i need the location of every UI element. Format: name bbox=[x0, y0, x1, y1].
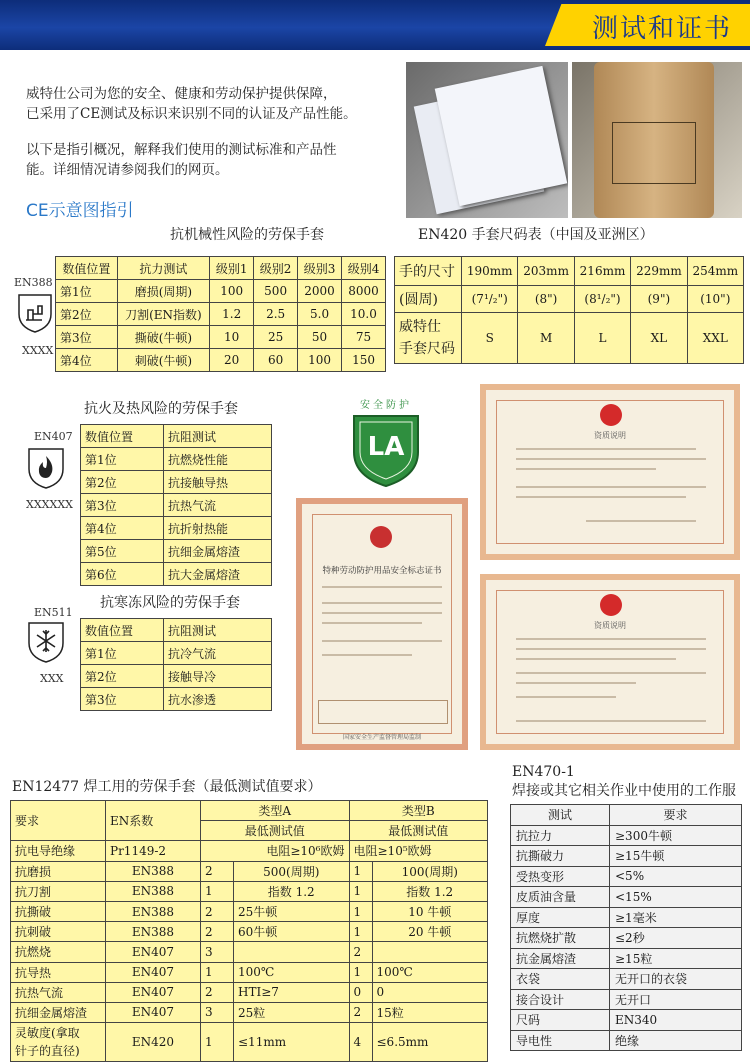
table-cell: 25牛顿 bbox=[234, 901, 350, 921]
table-cell: EN388 bbox=[106, 901, 201, 921]
header-cell: 数值位置 bbox=[56, 257, 118, 280]
table-row bbox=[511, 907, 742, 928]
en470-table bbox=[510, 804, 742, 1051]
table-cell: 1 bbox=[201, 1023, 234, 1062]
table-row bbox=[81, 665, 272, 688]
table-row bbox=[395, 286, 744, 313]
table-cell: 导电性 bbox=[511, 1030, 610, 1051]
en407-table bbox=[80, 424, 272, 586]
table-cell: 第1位 bbox=[81, 448, 164, 471]
table-cell: 4 bbox=[349, 1023, 372, 1062]
intro-paragraph-2 bbox=[26, 140, 396, 180]
table-cell: 2 bbox=[201, 901, 234, 921]
table-row bbox=[11, 982, 488, 1002]
table-cell: ≥15牛顿 bbox=[610, 846, 742, 867]
table-cell: XXL bbox=[687, 313, 743, 364]
table-cell: 100℃ bbox=[234, 962, 350, 982]
table-cell: 1 bbox=[349, 881, 372, 901]
table-row bbox=[81, 642, 272, 665]
table-cell: (9") bbox=[631, 286, 687, 313]
table-cell: 60牛顿 bbox=[234, 922, 350, 942]
table-cell: EN388 bbox=[106, 881, 201, 901]
table-row bbox=[11, 841, 488, 861]
table-cell: 抗电导绝缘 bbox=[11, 841, 106, 861]
table-row bbox=[11, 1023, 488, 1062]
en388-rating: XXXX bbox=[22, 344, 54, 357]
table-cell: 25粒 bbox=[234, 1002, 350, 1022]
en12477-table bbox=[10, 800, 488, 1062]
table-header-row bbox=[81, 619, 272, 642]
en511-table bbox=[80, 618, 272, 711]
table-cell: 2 bbox=[349, 942, 372, 962]
table-row bbox=[511, 866, 742, 887]
table-header-row bbox=[511, 805, 742, 826]
table-cell: 100℃ bbox=[372, 962, 488, 982]
table-row bbox=[81, 471, 272, 494]
hammer-shield-icon bbox=[16, 292, 54, 334]
table-row bbox=[81, 540, 272, 563]
table-cell: 抗磨损 bbox=[11, 861, 106, 881]
header-cell: 最低测试值 bbox=[201, 821, 350, 841]
table-cell: 1 bbox=[349, 901, 372, 921]
en407-rating: XXXXXX bbox=[26, 498, 73, 511]
table-cell: ≤11mm bbox=[234, 1023, 350, 1062]
table-cell: 第1位 bbox=[56, 280, 118, 303]
table-cell: 50 bbox=[298, 326, 342, 349]
table-cell: 100 bbox=[210, 280, 254, 303]
table-cell: 2.5 bbox=[254, 303, 298, 326]
table-cell: 3 bbox=[201, 1002, 234, 1022]
table-cell: EN388 bbox=[106, 861, 201, 881]
table-cell: 8000 bbox=[342, 280, 386, 303]
table-row bbox=[11, 861, 488, 881]
table-cell: 第1位 bbox=[81, 642, 164, 665]
table-cell: L bbox=[574, 313, 630, 364]
table-cell: 500(周期) bbox=[234, 861, 350, 881]
table-cell: (7¹/₂") bbox=[462, 286, 518, 313]
intro-line: 以下是指引概况，解释我们使用的测试标准和产品性 bbox=[26, 142, 337, 158]
table-cell: 抗刺破 bbox=[11, 922, 106, 942]
header-cell: 最低测试值 bbox=[349, 821, 488, 841]
table-cell: 抗燃烧 bbox=[11, 942, 106, 962]
en12477-caption: EN12477 焊工用的劳保手套（最低测试值要求） bbox=[12, 779, 322, 795]
en420-caption: EN420 手套尺码表（中国及亚洲区） bbox=[418, 227, 654, 243]
table-cell: EN407 bbox=[106, 1002, 201, 1022]
table-cell: 抗接触导热 bbox=[164, 471, 272, 494]
certificate-photo bbox=[406, 62, 568, 218]
table-cell: 0 bbox=[372, 982, 488, 1002]
table-cell: 抗大金属熔渣 bbox=[164, 563, 272, 586]
table-cell: 抗热气流 bbox=[11, 982, 106, 1002]
table-cell: 抗撕破力 bbox=[511, 846, 610, 867]
table-cell: M bbox=[518, 313, 574, 364]
header-cell: 数值位置 bbox=[81, 619, 164, 642]
table-row bbox=[11, 901, 488, 921]
table-header-row bbox=[56, 257, 386, 280]
table-row bbox=[511, 969, 742, 990]
table-cell: 第3位 bbox=[56, 326, 118, 349]
table-row bbox=[511, 846, 742, 867]
header-cell: 类型B bbox=[349, 801, 488, 821]
page-title: 测试和证书 bbox=[591, 14, 732, 44]
table-cell: 3 bbox=[201, 942, 234, 962]
table-row bbox=[395, 257, 744, 286]
header-cell: 类型A bbox=[201, 801, 350, 821]
table-cell: 抗拉力 bbox=[511, 825, 610, 846]
table-cell: 电阻≥10⁵欧姆 bbox=[349, 841, 488, 861]
en420-table bbox=[394, 256, 744, 364]
table-cell bbox=[395, 313, 462, 364]
table-cell: 抗导热 bbox=[11, 962, 106, 982]
table-cell: 衣袋 bbox=[511, 969, 610, 990]
table-cell: 抗撕破 bbox=[11, 901, 106, 921]
table-cell: 抗金属熔渣 bbox=[511, 948, 610, 969]
cell-line: 灵敏度(拿取 bbox=[15, 1026, 80, 1041]
table-cell bbox=[234, 942, 350, 962]
header-cell: 测试 bbox=[511, 805, 610, 826]
table-cell: 2000 bbox=[298, 280, 342, 303]
table-cell: 第6位 bbox=[81, 563, 164, 586]
table-cell: 75 bbox=[342, 326, 386, 349]
table-cell: EN407 bbox=[106, 962, 201, 982]
table-cell: 第2位 bbox=[56, 303, 118, 326]
table-row bbox=[56, 326, 386, 349]
table-cell: 磨损(周期) bbox=[117, 280, 210, 303]
table-cell: 203mm bbox=[518, 257, 574, 286]
table-header-row bbox=[11, 801, 488, 821]
snowflake-shield-icon bbox=[26, 620, 66, 664]
size-label-line: 威特仕 bbox=[399, 319, 441, 335]
table-cell: 10.0 bbox=[342, 303, 386, 326]
table-cell: 刀割(EN指数) bbox=[117, 303, 210, 326]
en470-code: EN470-1 bbox=[512, 764, 575, 780]
table-row bbox=[81, 688, 272, 711]
size-label-line: 手套尺码 bbox=[399, 341, 455, 357]
table-row bbox=[81, 448, 272, 471]
header-cell: 级别3 bbox=[298, 257, 342, 280]
table-cell: 60 bbox=[254, 349, 298, 372]
table-cell: <5% bbox=[610, 866, 742, 887]
en470-caption: 焊接或其它相关作业中使用的工作服 bbox=[512, 783, 736, 799]
table-cell: 1 bbox=[349, 861, 372, 881]
table-cell: 第2位 bbox=[81, 665, 164, 688]
table-row bbox=[81, 563, 272, 586]
table-cell: 10 牛顿 bbox=[372, 901, 488, 921]
en511-rating: XXX bbox=[40, 672, 64, 685]
table-cell: EN340 bbox=[610, 1010, 742, 1031]
table-cell: 受热变形 bbox=[511, 866, 610, 887]
table-row bbox=[511, 1030, 742, 1051]
cert1-footer: 国家安全生产监督管理局监制 bbox=[342, 734, 421, 741]
table-cell: 抗刀割 bbox=[11, 881, 106, 901]
table-cell: (圆周) bbox=[395, 286, 462, 313]
table-cell: 无开口 bbox=[610, 989, 742, 1010]
table-cell: 5.0 bbox=[298, 303, 342, 326]
table-cell: 抗冷气流 bbox=[164, 642, 272, 665]
table-cell: (10") bbox=[687, 286, 743, 313]
la-badge-top-text: 安全防护 bbox=[360, 400, 412, 411]
table-cell: 1 bbox=[349, 962, 372, 982]
header-cell: EN系数 bbox=[106, 801, 201, 841]
table-row bbox=[511, 825, 742, 846]
table-cell: 1 bbox=[201, 881, 234, 901]
la-mark: LA bbox=[367, 432, 405, 462]
table-cell: 第5位 bbox=[81, 540, 164, 563]
table-cell: ≤6.5mm bbox=[372, 1023, 488, 1062]
table-header-row bbox=[81, 425, 272, 448]
certificate-image-1 bbox=[296, 498, 468, 750]
table-cell: 电阻≥10⁶欧姆 bbox=[201, 841, 350, 861]
header-cell: 级别2 bbox=[254, 257, 298, 280]
table-cell: EN420 bbox=[106, 1023, 201, 1062]
table-cell: 抗折射热能 bbox=[164, 517, 272, 540]
table-row bbox=[11, 942, 488, 962]
en388-caption: 抗机械性风险的劳保手套 bbox=[170, 227, 324, 243]
intro-line: 威特仕公司为您的安全、健康和劳动保护提供保障， bbox=[26, 86, 337, 102]
table-cell: 刺破(牛顿) bbox=[117, 349, 210, 372]
table-cell: 100 bbox=[298, 349, 342, 372]
table-cell: 抗细金属熔渣 bbox=[11, 1002, 106, 1022]
table-cell: S bbox=[462, 313, 518, 364]
table-row bbox=[11, 962, 488, 982]
intro-line: 已采用了CE测试及标识来识别不同的认证及产品性能。 bbox=[26, 106, 357, 122]
table-cell: 20 牛顿 bbox=[372, 922, 488, 942]
table-row bbox=[56, 303, 386, 326]
table-cell: (8") bbox=[518, 286, 574, 313]
table-cell: 254mm bbox=[687, 257, 743, 286]
header-cell: 抗阻测试 bbox=[164, 619, 272, 642]
cell-line: 针子的直径) bbox=[15, 1044, 80, 1059]
table-row bbox=[56, 349, 386, 372]
table-cell: 25 bbox=[254, 326, 298, 349]
cert2-title: 资质说明 bbox=[594, 431, 626, 440]
table-cell: 抗水渗透 bbox=[164, 688, 272, 711]
table-cell: 2 bbox=[201, 922, 234, 942]
cert-table bbox=[318, 700, 448, 724]
table-cell: 绝缘 bbox=[610, 1030, 742, 1051]
table-cell: Pr1149-2 bbox=[106, 841, 201, 861]
header-cell: 抗阻测试 bbox=[164, 425, 272, 448]
table-cell: 150 bbox=[342, 349, 386, 372]
table-row bbox=[11, 881, 488, 901]
table-cell bbox=[372, 942, 488, 962]
table-cell: 抗热气流 bbox=[164, 494, 272, 517]
en407-code: EN407 bbox=[34, 430, 73, 443]
table-cell: HTI≥7 bbox=[234, 982, 350, 1002]
table-cell: 20 bbox=[210, 349, 254, 372]
table-row bbox=[81, 494, 272, 517]
table-row bbox=[511, 948, 742, 969]
table-cell: ≥15粒 bbox=[610, 948, 742, 969]
flame-shield-icon bbox=[26, 446, 66, 490]
table-cell: 第4位 bbox=[81, 517, 164, 540]
table-cell bbox=[11, 1023, 106, 1062]
ce-guide-heading: CE示意图指引 bbox=[26, 201, 134, 221]
table-row bbox=[395, 313, 744, 364]
table-cell: 无开口的衣袋 bbox=[610, 969, 742, 990]
table-cell: EN388 bbox=[106, 922, 201, 942]
header-cell: 级别4 bbox=[342, 257, 386, 280]
header-cell: 要求 bbox=[610, 805, 742, 826]
glove-label bbox=[612, 122, 696, 184]
table-cell: 手的尺寸 bbox=[395, 257, 462, 286]
national-emblem bbox=[600, 404, 622, 426]
table-cell: 接触导冷 bbox=[164, 665, 272, 688]
table-row bbox=[511, 928, 742, 949]
table-cell: EN407 bbox=[106, 982, 201, 1002]
table-cell: 1 bbox=[349, 922, 372, 942]
intro-line: 能。详细情况请参阅我们的网页。 bbox=[26, 162, 229, 178]
table-cell: 第4位 bbox=[56, 349, 118, 372]
header-cell: 级别1 bbox=[210, 257, 254, 280]
glove-photo bbox=[572, 62, 742, 218]
table-cell: 撕破(牛顿) bbox=[117, 326, 210, 349]
table-cell: 216mm bbox=[574, 257, 630, 286]
en388-code: EN388 bbox=[14, 276, 53, 289]
table-cell: 15粒 bbox=[372, 1002, 488, 1022]
certificate-sheet bbox=[435, 66, 568, 206]
table-cell: 2 bbox=[349, 1002, 372, 1022]
table-cell: XL bbox=[631, 313, 687, 364]
certificate-image-2 bbox=[480, 384, 740, 560]
table-cell: 抗燃烧扩散 bbox=[511, 928, 610, 949]
table-cell: EN407 bbox=[106, 942, 201, 962]
header-cell: 抗力测试 bbox=[117, 257, 210, 280]
table-cell: 500 bbox=[254, 280, 298, 303]
table-cell: (8¹/₂") bbox=[574, 286, 630, 313]
en511-code: EN511 bbox=[34, 606, 73, 619]
table-cell: 抗细金属熔渣 bbox=[164, 540, 272, 563]
table-cell: 190mm bbox=[462, 257, 518, 286]
table-cell: 指数 1.2 bbox=[372, 881, 488, 901]
header-cell: 数值位置 bbox=[81, 425, 164, 448]
table-cell: 第2位 bbox=[81, 471, 164, 494]
en407-caption: 抗火及热风险的劳保手套 bbox=[84, 401, 238, 417]
cert3-title: 资质说明 bbox=[594, 621, 626, 630]
table-cell: <15% bbox=[610, 887, 742, 908]
table-cell: ≥1毫米 bbox=[610, 907, 742, 928]
table-row bbox=[511, 887, 742, 908]
table-cell: 接合设计 bbox=[511, 989, 610, 1010]
table-row bbox=[56, 280, 386, 303]
header-cell: 要求 bbox=[11, 801, 106, 841]
table-cell: 100(周期) bbox=[372, 861, 488, 881]
table-row bbox=[81, 517, 272, 540]
table-cell: 皮质油含量 bbox=[511, 887, 610, 908]
table-cell: 1.2 bbox=[210, 303, 254, 326]
la-safety-badge bbox=[346, 396, 426, 492]
table-cell: ≤2秒 bbox=[610, 928, 742, 949]
table-row bbox=[511, 1010, 742, 1031]
table-row bbox=[11, 1002, 488, 1022]
table-cell: 10 bbox=[210, 326, 254, 349]
table-cell: ≥300牛顿 bbox=[610, 825, 742, 846]
table-cell: 第3位 bbox=[81, 494, 164, 517]
intro-paragraph-1 bbox=[26, 84, 396, 124]
table-row bbox=[511, 989, 742, 1010]
table-cell: 2 bbox=[201, 982, 234, 1002]
table-cell: 229mm bbox=[631, 257, 687, 286]
table-cell: 1 bbox=[201, 962, 234, 982]
table-cell: 尺码 bbox=[511, 1010, 610, 1031]
table-cell: 厚度 bbox=[511, 907, 610, 928]
table-cell: 抗燃烧性能 bbox=[164, 448, 272, 471]
cert1-title: 特种劳动防护用品安全标志证书 bbox=[322, 566, 442, 576]
national-emblem bbox=[600, 594, 622, 616]
en388-table bbox=[55, 256, 386, 372]
table-cell: 0 bbox=[349, 982, 372, 1002]
en511-caption: 抗寒冻风险的劳保手套 bbox=[100, 595, 240, 611]
table-cell: 2 bbox=[201, 861, 234, 881]
certificate-image-3 bbox=[480, 574, 740, 750]
national-emblem bbox=[370, 526, 392, 548]
table-row bbox=[11, 922, 488, 942]
table-cell: 指数 1.2 bbox=[234, 881, 350, 901]
table-cell: 第3位 bbox=[81, 688, 164, 711]
